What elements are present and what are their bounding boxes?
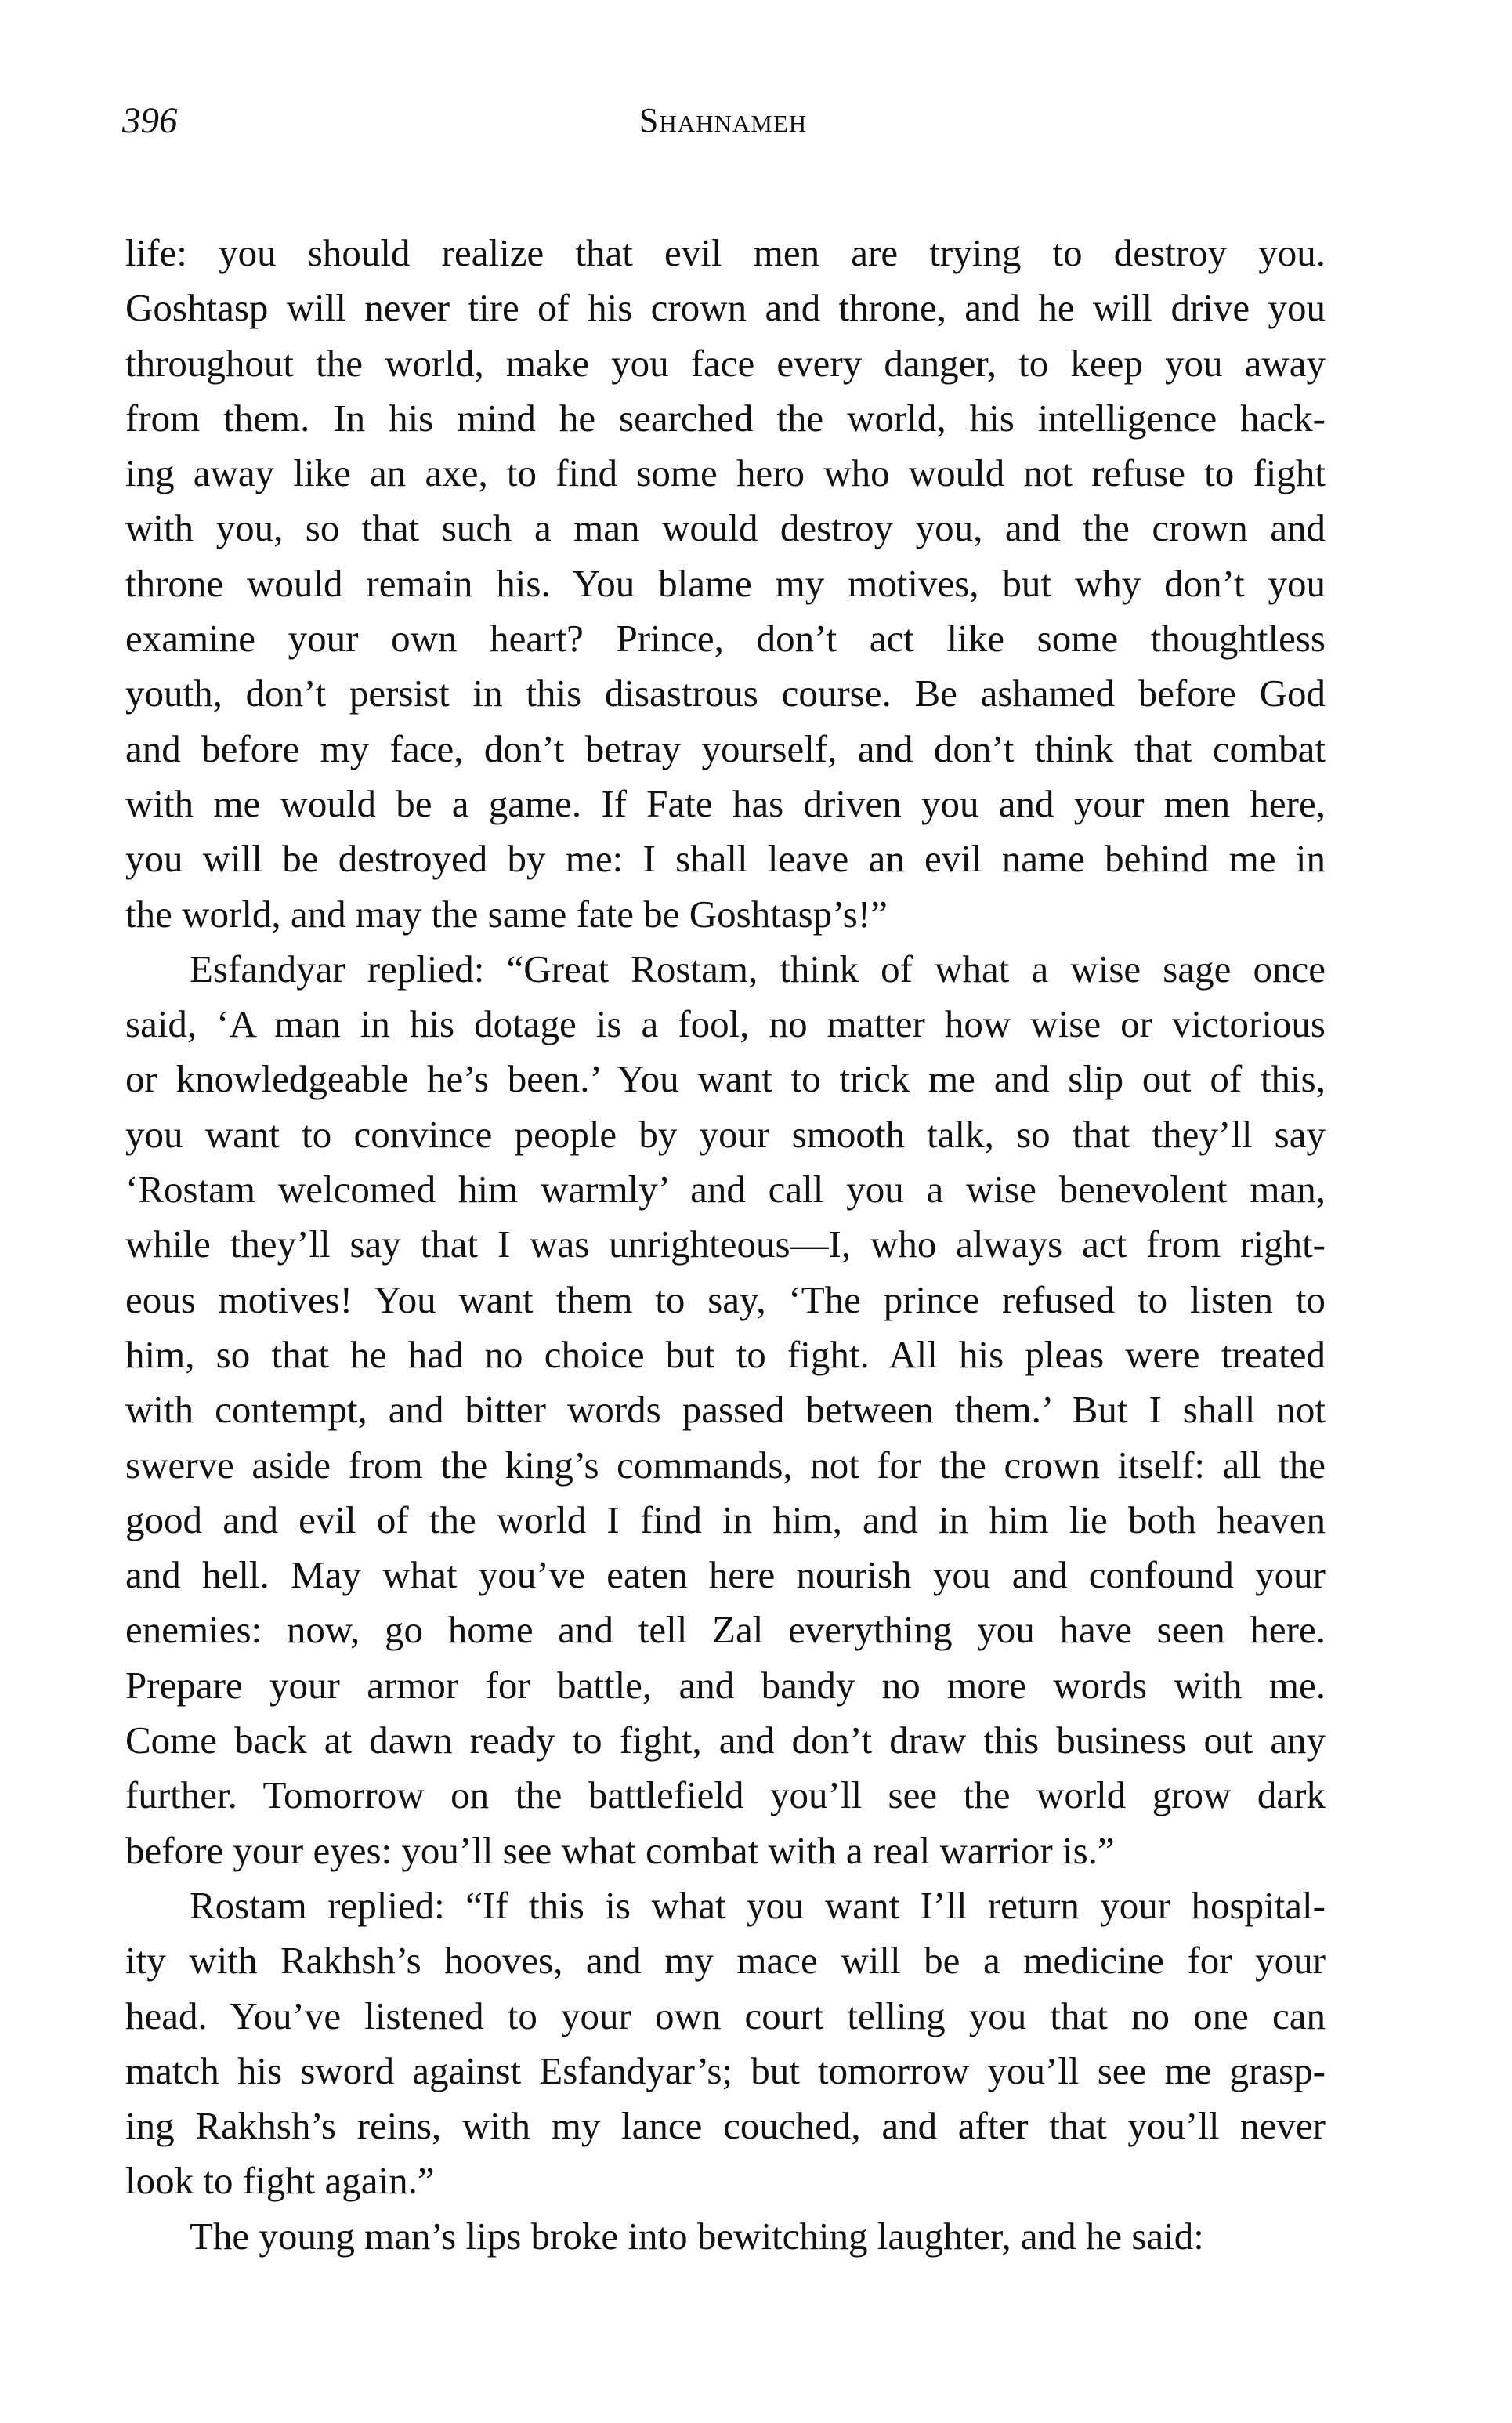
text-line-content: good and evil of the world I find in him, and in him lie both heaven <box>125 1498 1326 1541</box>
text-line <box>125 391 1326 446</box>
text-line-content: look to fight again.” <box>125 2159 435 2203</box>
text-line <box>125 1493 1326 1548</box>
text-line-content: with you, so that such a man would destroy you, and the crown and <box>125 506 1326 550</box>
text-line <box>125 1052 1326 1106</box>
text-line <box>125 1162 1326 1217</box>
text-line-content: match his sword against Esfandyar’s; but tomorrow you’ll see me grasp- <box>125 2048 1326 2092</box>
text-line <box>125 1603 1326 1657</box>
running-head <box>0 97 1512 144</box>
text-line <box>125 831 1326 886</box>
text-line-content: while they’ll say that I was unrighteous—I, who always act from right- <box>125 1222 1326 1266</box>
text-line <box>125 556 1326 611</box>
text-line <box>125 1548 1326 1603</box>
text-line-content: the world, and may the same fate be Goshtasp’s!” <box>125 892 888 936</box>
text-line <box>125 1438 1326 1493</box>
text-line-content: life: you should realize that evil men are trying to destroy you. <box>125 231 1326 274</box>
paragraph <box>125 942 1326 1878</box>
text-line-content: examine your own heart? Prince, don’t act like some thoughtless <box>125 617 1326 661</box>
text-line <box>125 2153 1326 2208</box>
text-line <box>125 501 1326 556</box>
text-line <box>125 1107 1326 1162</box>
text-line <box>125 2209 1326 2264</box>
text-line-content: you want to convince people by your smooth talk, so that they’ll say <box>125 1112 1326 1156</box>
text-line <box>125 1768 1326 1823</box>
text-line-content: you will be destroyed by me: I shall leave an evil name behind me in <box>125 837 1326 881</box>
text-line <box>125 942 1326 997</box>
text-line-content: ing Rakhsh’s reins, with my lance couched, and after that you’ll never <box>125 2104 1326 2148</box>
text-line-content: him, so that he had no choice but to fight. All his pleas were treated <box>125 1332 1326 1376</box>
text-line-content: and before my face, don’t betray yourself, and don’t think that combat <box>125 726 1326 770</box>
text-line <box>125 1824 1326 1878</box>
text-line <box>125 1217 1326 1272</box>
book-title: Shahnameh <box>638 101 808 139</box>
text-line-content: Come back at dawn ready to fight, and don’t draw this business out any <box>125 1719 1326 1762</box>
text-line-content: from them. In his mind he searched the world, his intelligence hack- <box>125 396 1326 440</box>
text-line <box>125 2099 1326 2153</box>
text-line-content: and hell. May what you’ve eaten here nourish you and confound your <box>125 1553 1326 1597</box>
text-line-content: Rostam replied: “If this is what you want I’ll return your hospital- <box>190 1883 1326 1927</box>
text-line-content: ity with Rakhsh’s hooves, and my mace will be a medicine for your <box>125 1939 1326 1983</box>
text-line <box>125 1658 1326 1713</box>
text-line <box>125 1989 1326 2044</box>
body-text <box>125 226 1326 2264</box>
text-line <box>125 722 1326 777</box>
text-line <box>125 611 1326 666</box>
text-line <box>125 1273 1326 1327</box>
paragraph <box>125 226 1326 942</box>
paragraph <box>125 1878 1326 2209</box>
text-line <box>125 666 1326 721</box>
text-line <box>125 1382 1326 1437</box>
text-line-content: youth, don’t persist in this disastrous course. Be ashamed before God <box>125 672 1326 715</box>
text-line-content: eous motives! You want them to say, ‘The prince refused to listen to <box>125 1277 1326 1321</box>
text-line-content: ing away like an axe, to find some hero who would not refuse to fight <box>125 451 1326 495</box>
text-line <box>125 446 1326 501</box>
text-line <box>125 2044 1326 2099</box>
text-line-content: Esfandyar replied: “Great Rostam, think of what a wise sage once <box>190 947 1326 991</box>
text-line-content: or knowledgeable he’s been.’ You want to trick me and slip out of this, <box>125 1057 1326 1101</box>
text-line-content: before your eyes: you’ll see what combat with a real warrior is.” <box>125 1828 1115 1872</box>
text-line-content: The young man’s lips broke into bewitching laughter, and he said: <box>190 2214 1204 2258</box>
text-line-content: enemies: now, go home and tell Zal everything you have seen here. <box>125 1608 1326 1652</box>
text-line <box>125 1713 1326 1768</box>
text-line <box>125 281 1326 335</box>
text-line-content: Prepare your armor for battle, and bandy no more words with me. <box>125 1663 1326 1707</box>
text-line-content: throne would remain his. You blame my motives, but why don’t you <box>125 561 1326 605</box>
text-line-content: further. Tomorrow on the battlefield you’ll see the world grow dark <box>125 1773 1326 1817</box>
page-number: 396 <box>122 100 178 141</box>
text-line <box>125 1327 1326 1382</box>
text-line-content: Goshtasp will never tire of his crown and throne, and he will drive you <box>125 286 1326 330</box>
text-line-content: swerve aside from the king’s commands, not for the crown itself: all the <box>125 1443 1326 1487</box>
text-line-content: with contempt, and bitter words passed between them.’ But I shall not <box>125 1388 1326 1432</box>
text-line-content: with me would be a game. If Fate has driven you and your men here, <box>125 781 1326 825</box>
text-line <box>125 997 1326 1052</box>
text-line <box>125 1933 1326 1988</box>
text-line <box>125 226 1326 281</box>
text-line <box>125 887 1326 942</box>
text-line-content: throughout the world, make you face every danger, to keep you away <box>125 341 1326 385</box>
text-line <box>125 336 1326 391</box>
text-line-content: said, ‘A man in his dotage is a fool, no matter how wise or victorious <box>125 1002 1326 1046</box>
text-line-content: ‘Rostam welcomed him warmly’ and call you a wise benevolent man, <box>125 1168 1326 1212</box>
text-line-content: head. You’ve listened to your own court telling you that no one can <box>125 1994 1326 2037</box>
text-line <box>125 777 1326 831</box>
text-line <box>125 1878 1326 1933</box>
paragraph <box>125 2209 1326 2264</box>
